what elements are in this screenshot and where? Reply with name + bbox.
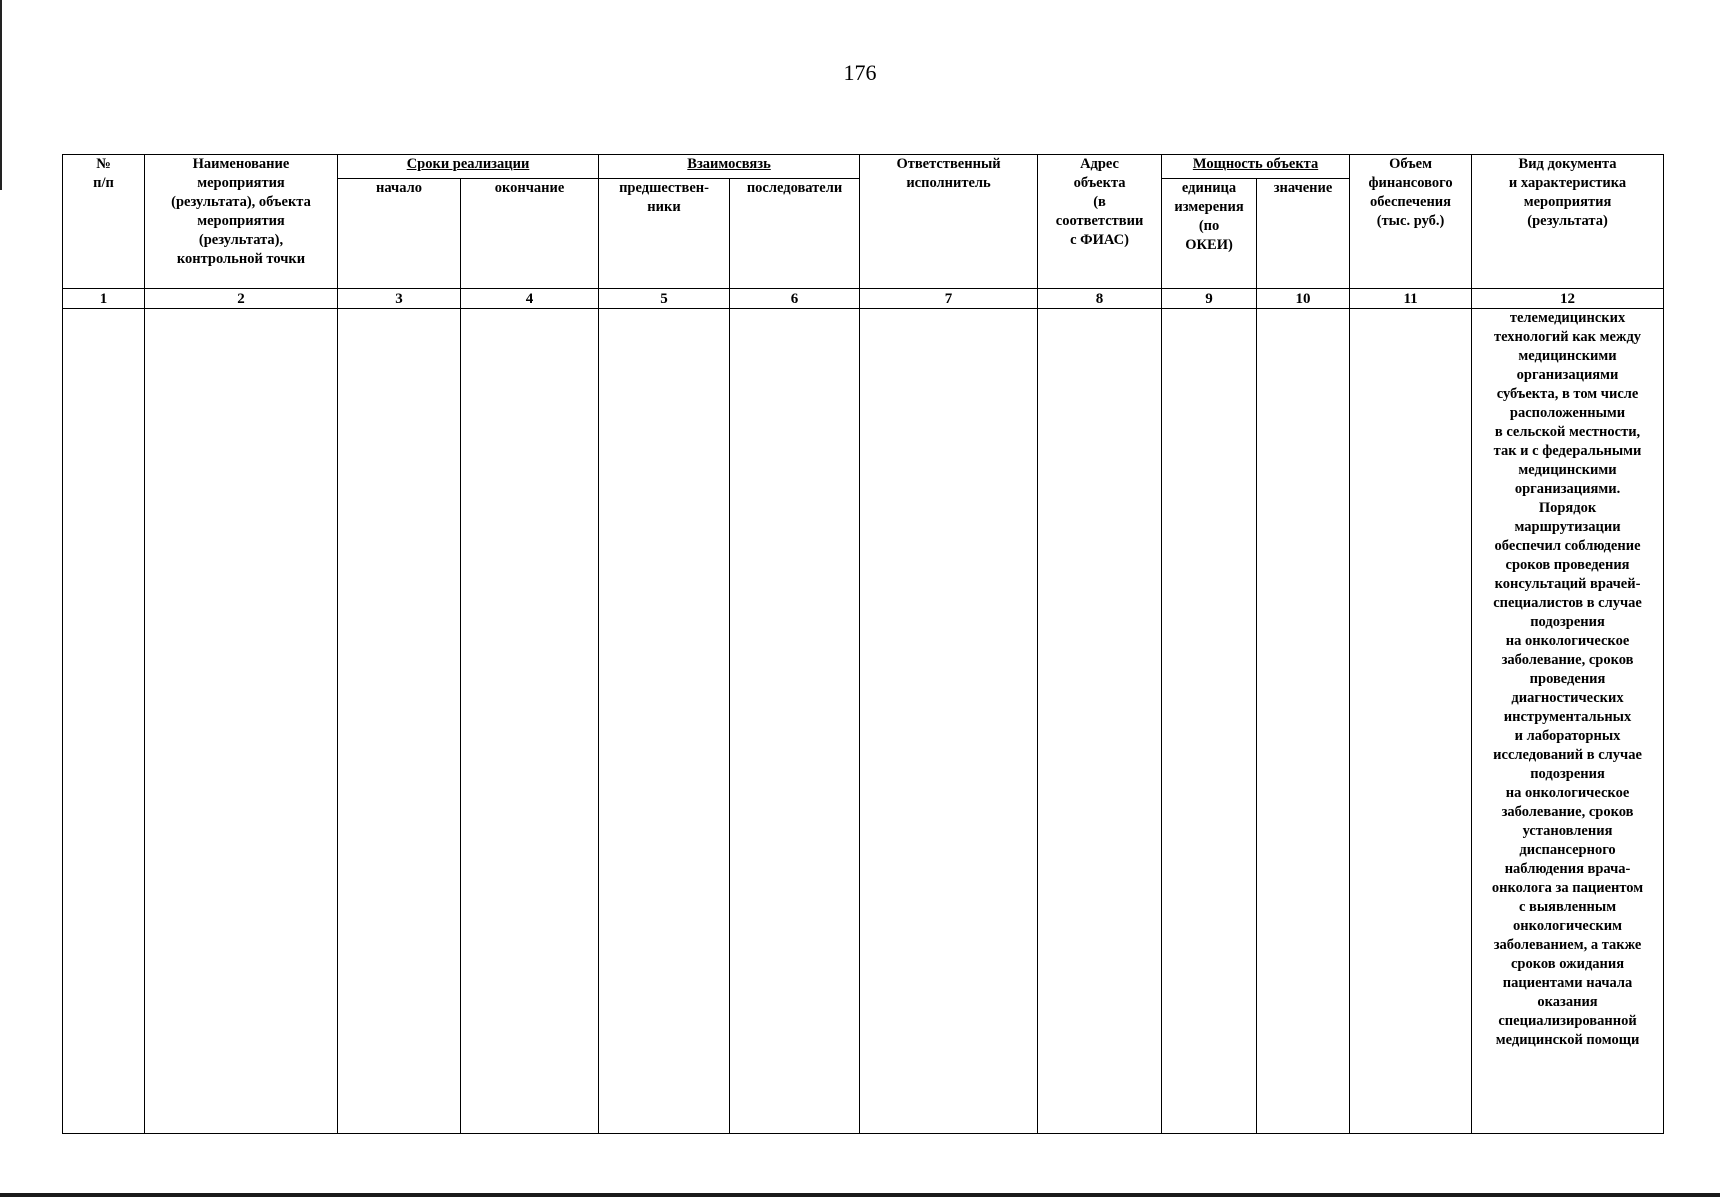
- header-links-pred: [599, 179, 730, 289]
- doc-text-line: сроков проведения: [1505, 557, 1630, 573]
- doc-text-line: телемедицинских: [1509, 310, 1626, 326]
- doc-text-line: так и с федеральными: [1493, 443, 1642, 459]
- cell-unit: [1162, 309, 1257, 1134]
- doc-text-line: заболевание, сроков: [1501, 804, 1634, 820]
- column-number: 2: [145, 289, 338, 309]
- doc-text-line: специалистов в случае: [1493, 595, 1642, 611]
- header-capacity-title: Мощность объекта: [1162, 155, 1350, 179]
- doc-text-line: на онкологическое: [1505, 633, 1630, 649]
- header-text-line: №: [96, 156, 111, 172]
- header-text-line: Объем: [1389, 156, 1432, 172]
- doc-text-line: наблюдения врача-: [1504, 861, 1631, 877]
- cell-name: [145, 309, 338, 1134]
- doc-text-line: расположенными: [1509, 405, 1626, 421]
- doc-text-line: и лабораторных: [1514, 728, 1621, 744]
- column-number: 8: [1038, 289, 1162, 309]
- doc-text-line: Порядок: [1538, 500, 1597, 516]
- header-text-line: измерения: [1174, 199, 1244, 215]
- doc-text-line: медицинской помощи: [1495, 1032, 1640, 1048]
- cell-doc-description: [1472, 309, 1664, 1134]
- header-name: [145, 155, 338, 289]
- header-address: [1038, 155, 1162, 289]
- doc-text-line: диспансерного: [1519, 842, 1616, 858]
- doc-text-line: заболевание, сроков: [1501, 652, 1634, 668]
- header-text-line: предшествен-: [619, 180, 709, 196]
- cell-num: [63, 309, 145, 1134]
- doc-text-line: специализированной: [1498, 1013, 1637, 1029]
- header-finance: [1350, 155, 1472, 289]
- header-text-line: единица: [1181, 180, 1237, 196]
- doc-text-line: обеспечил соблюдение: [1494, 538, 1641, 554]
- header-text-line: Вид документа: [1518, 156, 1617, 172]
- scan-edge-left: [0, 0, 2, 190]
- column-number-row: [63, 289, 1664, 309]
- doc-text-line: медицинскими: [1518, 462, 1617, 478]
- column-number: 7: [860, 289, 1038, 309]
- doc-text-line: субъекта, в том числе: [1496, 386, 1639, 402]
- doc-text-line: маршрутизации: [1514, 519, 1621, 535]
- doc-text-line: пациентами начала: [1502, 975, 1633, 991]
- header-text-line: мероприятия: [1523, 194, 1612, 210]
- column-number: 4: [461, 289, 599, 309]
- doc-text-line: организациями: [1516, 367, 1619, 383]
- doc-text-line: онколога за пациентом: [1491, 880, 1644, 896]
- cell-successors: [730, 309, 860, 1134]
- page-number: 176: [843, 60, 877, 85]
- cell-predecessors: [599, 309, 730, 1134]
- doc-text-line: заболеванием, а также: [1493, 937, 1642, 953]
- header-capacity-value: значение: [1257, 179, 1350, 289]
- column-number: 10: [1257, 289, 1350, 309]
- cell-end: [461, 309, 599, 1134]
- header-text-line: (результата),: [198, 232, 284, 248]
- doc-text-line: на онкологическое: [1505, 785, 1630, 801]
- header-text-line: соответствии: [1055, 213, 1144, 229]
- doc-text-line: консультаций врачей-: [1494, 576, 1641, 592]
- doc-text-line: проведения: [1529, 671, 1606, 687]
- cell-address: [1038, 309, 1162, 1134]
- header-terms-end: окончание: [461, 179, 599, 289]
- scan-edge-bottom: [0, 1193, 1720, 1197]
- column-number: 12: [1472, 289, 1664, 309]
- header-text-line: исполнитель: [906, 175, 991, 191]
- header-terms-start: начало: [338, 179, 461, 289]
- column-number: 5: [599, 289, 730, 309]
- header-links-succ: последователи: [730, 179, 860, 289]
- header-text-line: мероприятия: [197, 175, 285, 191]
- cell-value: [1257, 309, 1350, 1134]
- cell-responsible: [860, 309, 1038, 1134]
- doc-text-line: оказания: [1537, 994, 1598, 1010]
- doc-text-line: технологий как между: [1494, 329, 1642, 345]
- doc-text-line: инструментальных: [1503, 709, 1632, 725]
- header-text-line: с ФИАС): [1070, 232, 1129, 248]
- table-row: [63, 309, 1664, 1134]
- doc-text-line: онкологическим: [1513, 918, 1623, 934]
- header-text-line: (результата), объекта: [171, 194, 311, 210]
- column-number: 1: [63, 289, 145, 309]
- header-text-line: Ответственный: [896, 156, 1001, 172]
- header-text-line: обеспечения: [1370, 194, 1452, 210]
- header-row-top: [63, 155, 1664, 179]
- doc-text-line: медицинскими: [1518, 348, 1617, 364]
- cell-finance: [1350, 309, 1472, 1134]
- cell-start: [338, 309, 461, 1134]
- header-terms-title: Сроки реализации: [338, 155, 599, 179]
- header-text-line: п/п: [93, 175, 114, 191]
- header-num: [63, 155, 145, 289]
- header-text-line: ники: [647, 199, 681, 215]
- header-text-line: мероприятия: [197, 213, 285, 229]
- doc-text-line: сроков ожидания: [1510, 956, 1625, 972]
- doc-text-line: организациями.: [1514, 481, 1621, 497]
- header-doc: [1472, 155, 1664, 289]
- header-text-line: (результата): [1527, 213, 1608, 229]
- header-responsible: [860, 155, 1038, 289]
- column-number: 6: [730, 289, 860, 309]
- column-number: 11: [1350, 289, 1472, 309]
- doc-text-line: диагностических: [1511, 690, 1624, 706]
- header-text-line: (тыс. руб.): [1376, 213, 1445, 229]
- header-text-line: контрольной точки: [176, 251, 306, 267]
- header-capacity-unit: [1162, 179, 1257, 289]
- header-text-line: (по: [1198, 218, 1220, 234]
- header-text-line: (в: [1093, 194, 1106, 210]
- doc-text-line: установления: [1522, 823, 1613, 839]
- doc-text-line: с выявленным: [1518, 899, 1617, 915]
- header-text-line: Адрес: [1080, 156, 1119, 172]
- header-text-line: финансового: [1368, 175, 1453, 191]
- column-number: 3: [338, 289, 461, 309]
- header-text-line: Наименование: [192, 156, 290, 172]
- header-text-line: ОКЕИ): [1185, 237, 1233, 253]
- doc-text-line: подозрения: [1530, 766, 1605, 782]
- doc-text-line: исследований в случае: [1493, 747, 1642, 763]
- doc-text-line: в сельской местности,: [1494, 424, 1641, 440]
- header-text-line: и характеристика: [1508, 175, 1627, 191]
- doc-text-line: подозрения: [1530, 614, 1605, 630]
- column-number: 9: [1162, 289, 1257, 309]
- header-text-line: объекта: [1073, 175, 1126, 191]
- plan-table: [62, 154, 1664, 1134]
- header-links-title: Взаимосвязь: [599, 155, 860, 179]
